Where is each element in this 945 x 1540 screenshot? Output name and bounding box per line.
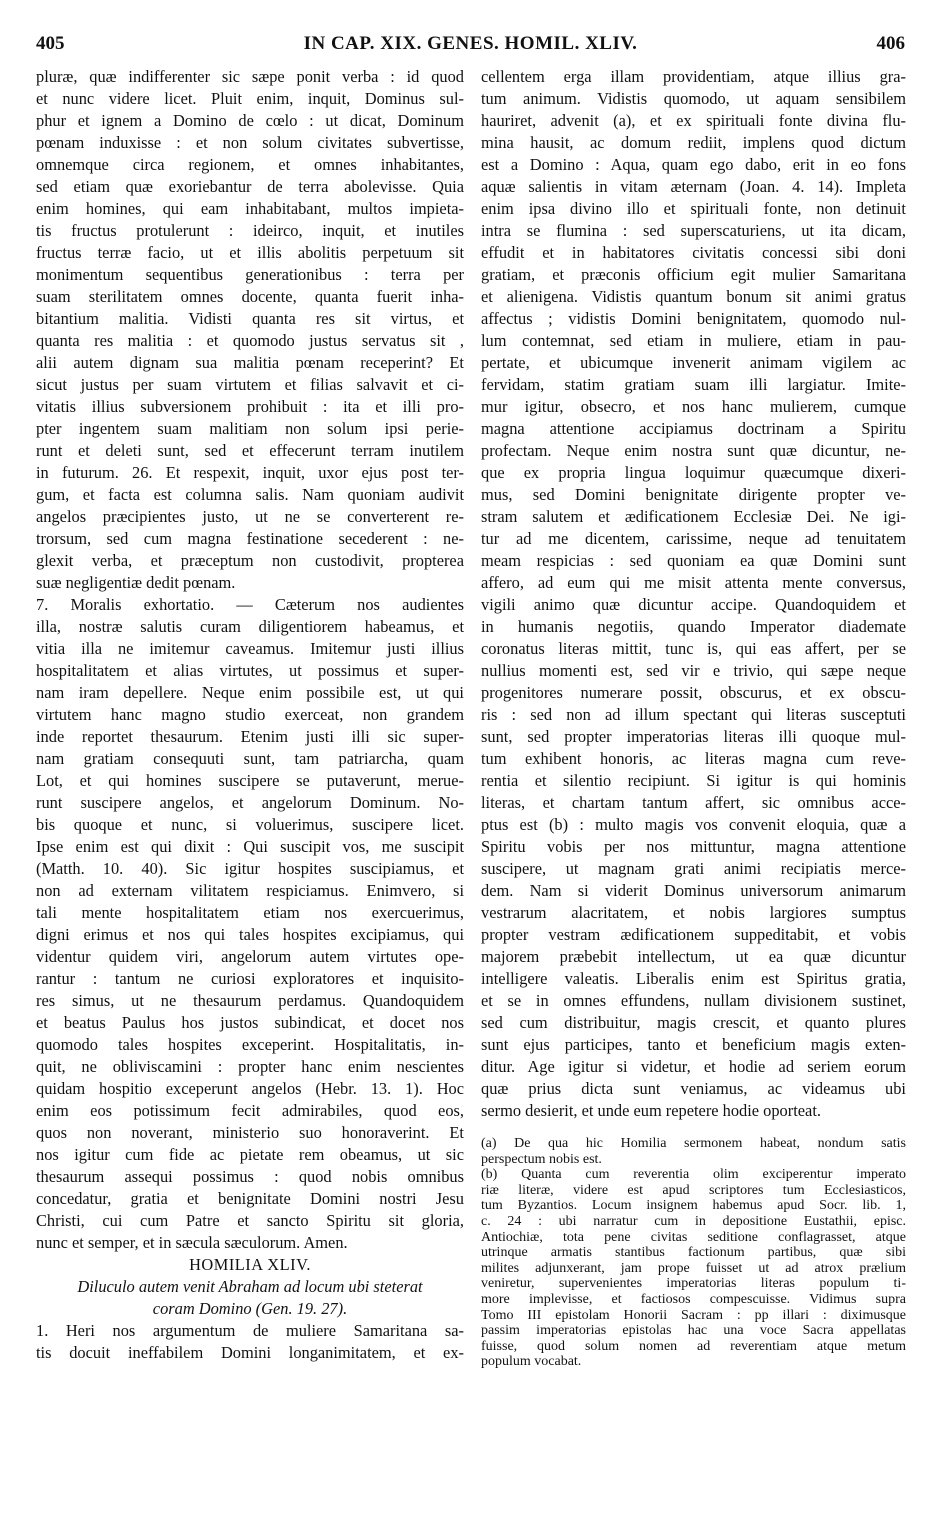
text-line: literas, et chartam tantum affert, sic omnibus acce- — [481, 793, 906, 812]
footnote-line: milites adjunxerant, jam prope fuisset ut ad atrox prælium — [481, 1260, 906, 1276]
footnote-line: populum vocabat. — [481, 1354, 582, 1370]
text-line: virtutem hanc magno studio exerceat, non grandem — [36, 705, 464, 724]
text-line: dem. Nam si viderit Dominus universorum animarum — [481, 881, 906, 900]
text-line: pœnam induxisse : et non solum civitates subvertisse, — [36, 133, 464, 152]
text-line: illa, nostræ salutis curam diligentiorem habeamus, et — [36, 617, 464, 636]
text-line: et se in omnes effundens, nullam divisionem sustinet, — [481, 991, 906, 1010]
text-line: hauriret, advenit (a), et ex spirituali fonte divina flu- — [481, 111, 906, 130]
text-line: 1. Heri nos argumentum de muliere Samaritana sa- — [36, 1321, 464, 1340]
text-line: Lot, et qui homines suscipere se putaverunt, merue- — [36, 771, 464, 790]
text-line: ptus est (b) : multo magis vos convenit eloquia, quæ a — [481, 815, 906, 834]
text-line: Ipse enim est qui dixit : Qui suscipit vos, me suscipit — [36, 837, 464, 856]
text-line: vitia illa ne imitemur caveamus. Imitemur justi illius — [36, 639, 464, 658]
text-line: aquæ salientis in vitam æternam (Joan. 4. 14). Impleta — [481, 177, 906, 196]
text-line: trorsum, sed cum magna festinatione secederent : ne- — [36, 529, 464, 548]
footnotes — [481, 1136, 906, 1370]
text-line: hospitalitatem et alias virtutes, ut possimus et super- — [36, 661, 464, 680]
text-line: ditur. Age igitur si videtur, et hodie ad seriem eorum — [481, 1057, 906, 1076]
text-line: videntur quidem viri, angelorum autem virtutes ope- — [36, 947, 464, 966]
text-line: nam iram depellere. Neque enim possibile est, ut qui — [36, 683, 464, 702]
text-line: pluræ, quæ indifferenter sic sæpe ponit verba : id quod — [36, 67, 464, 86]
text-line: nam gratiam consequuti sunt, tam patriarcha, quam — [36, 749, 464, 768]
footnote-line: utrinque armatis stantibus factionum partibus, quæ sibi — [481, 1245, 906, 1261]
text-line: enim ipsa divino illo et spirituali fonte, non detinuit — [481, 199, 906, 218]
text-line: bis quoque et nunc, si voluerimus, suscipere licet. — [36, 815, 464, 834]
text-line: inde reportet thesaurum. Etenim justi illi sic super- — [36, 727, 464, 746]
text-line: res simus, ut ne thesaurum perdamus. Quandoquidem — [36, 991, 464, 1010]
text-line: vitatis illius subversionem prohibuit : ita et illi pro- — [36, 397, 464, 416]
homily-subtitle-line-1: Diluculo autem venit Abraham ad locum ubi steterat — [77, 1277, 423, 1296]
text-line: sermo desierit, et unde eum repetere hodie oporteat. — [481, 1101, 821, 1120]
text-line: tur ad me dicentem, carissime, neque ad tenuitatem — [481, 529, 906, 548]
text-line: nos igitur cum fide ac pietate rem obeamus, ut sic — [36, 1145, 464, 1164]
text-line: tis docuit ineffabilem Domini longanimitatem, et ex- — [36, 1343, 464, 1362]
text-line: tali mente hospitalitatem etiam nos exercuerimus, — [36, 903, 464, 922]
text-line: ris : sed non ad illum spectant qui literas susceptuti — [481, 705, 906, 724]
text-line: phur et ignem a Domino de cœlo : ut dicat, Dominum — [36, 111, 464, 130]
text-line: majorem præbebit intellectum, ut ea quæ dicuntur — [481, 947, 906, 966]
footnote-line: fuisse, quod solum nomen ad reverentiam atque metum — [481, 1338, 906, 1354]
text-line: glexit verba, et præceptum non custodivit, propterea — [36, 551, 464, 570]
text-line: quit, ne obliviscamini : propter hanc enim nescientes — [36, 1057, 464, 1076]
text-line: (Matth. 10. 40). Sic igitur hospites suscipiamus, et — [36, 859, 464, 878]
text-line: rantur : tantum ne curiosi exploratores et inquisito- — [36, 969, 464, 988]
text-line: quanta res malitia : et quomodo justus servatus sit , — [36, 331, 464, 350]
text-line: quomodo tales hospites exceperint. Hospitalitatis, in- — [36, 1035, 464, 1054]
text-line: angelos præcipientes justo, ut ne se converterent re- — [36, 507, 464, 526]
text-line: enim homines, qui eam inhabitabant, multos impieta- — [36, 199, 464, 218]
text-line: et alienigena. Vidistis quantum bonum sit animi gratus — [481, 287, 906, 306]
footnote-line: veniretur, supervenientes imperatorias literas populum ti- — [481, 1276, 906, 1292]
text-line: sunt ejus participes, tanto et beneficium magis exten- — [481, 1035, 906, 1054]
text-line: nunc et semper, et in sæcula sæculorum. Amen. — [36, 1233, 348, 1252]
text-line: affectus ; vidistis Domini benignitatem, quomodo nul- — [481, 309, 906, 328]
text-line: enim eos potissimum fecit admirabiles, quod eos, — [36, 1101, 464, 1120]
text-line: quos non noverant, ministerio suo honoraverint. Et — [36, 1123, 464, 1142]
text-line: gratiam, et præconis officium egit mulier Samaritana — [481, 265, 906, 284]
text-line: propter vestram ædificationem suppeditabit, et vobis — [481, 925, 906, 944]
text-line: Christi, cui cum Patre et sancto Spiritu sit gloria, — [36, 1211, 464, 1230]
text-line: runt suscipere angelos, et angelorum Dominum. No- — [36, 793, 464, 812]
text-line: vigili animo quæ dicuntur accipe. Quandoquidem et — [481, 595, 906, 614]
text-line: fructus terræ facio, ut et illis abolitis perpetuum sit — [36, 243, 464, 262]
text-line: affero, ad eum qui me misit attenta mente conversus, — [481, 573, 906, 592]
homily-title: HOMILIA XLIV. — [189, 1255, 311, 1274]
text-line: et nunc videre licet. Pluit enim, inquit, Dominus sul- — [36, 89, 464, 108]
footnote-line: Tomo III epistolam Honorii Sacram : pp illari : diximusque — [481, 1307, 906, 1323]
right-column — [481, 66, 906, 1370]
text-line: mur igitur, obsecro, et nos hanc mulierem, cumque — [481, 397, 906, 416]
text-line: in futurum. 26. Et respexit, inquit, uxor ejus post ter- — [36, 463, 464, 482]
text-line: concedatur, gratia et benignitate Domini nostri Jesu — [36, 1189, 464, 1208]
text-line: suscipere, ut magnam grati animi recipiatis merce- — [481, 859, 906, 878]
text-line: tum exhibent honoris, ac literas magna cum reve- — [481, 749, 906, 768]
running-header — [36, 33, 905, 59]
text-line: stram salutem et ædificationem Ecclesiæ Dei. Ne igi- — [481, 507, 906, 526]
text-line: pter ingentem suam malitiam non solum ipsi perie- — [36, 419, 464, 438]
text-line: bitantium malitia. Vidisti quanta res sit virtus, et — [36, 309, 464, 328]
text-line: suam sterilitatem omnes docente, quanta fuerit inha- — [36, 287, 464, 306]
text-line: est a Domino : Aqua, quam ego dabo, erit in eo fons — [481, 155, 906, 174]
text-line: cellentem erga illam providentiam, atque illius gra- — [481, 67, 906, 86]
page-number-left: 405 — [36, 33, 65, 54]
text-line: digni erimus et nos qui tales hospites excipiamus, qui — [36, 925, 464, 944]
text-line: runt et deleti sunt, sed et effecerunt terram inutilem — [36, 441, 464, 460]
text-line: alii autem dignam sua malitia pœnam receperint? Et — [36, 353, 464, 372]
text-line: in humanis negotiis, quando Imperator diademate — [481, 617, 906, 636]
text-line: lum contemnat, sed etiam in muliere, etiam in pau- — [481, 331, 906, 350]
text-line: progenitores numerare possit, obscurus, et ex obscu- — [481, 683, 906, 702]
text-line: nullius momenti est, sed vir e trivio, qui sæpe neque — [481, 661, 906, 680]
text-line: intra se flumina : sed superscaturiens, ut ita dicam, — [481, 221, 906, 240]
text-line: magna attentione accipiamus doctrinam a Spiritu — [481, 419, 906, 438]
text-line: 7. Moralis exhortatio. — Cæterum nos audientes — [36, 595, 464, 614]
footnote-line: c. 24 : ubi narratur cum in depositione Eustathii, episc. — [481, 1213, 906, 1229]
text-line: monimentum sequentibus generationibus : terra per — [36, 265, 464, 284]
text-line: que ex propria lingua loquimur quæcumque dixeri- — [481, 463, 906, 482]
footnote-line: passim imperatorias epistolas hac una voce Sacra appellatas — [481, 1323, 906, 1339]
text-line: vestrarum alacritatem, et nobis largiores sumptus — [481, 903, 906, 922]
text-line: thesaurum assequi possimus : quod nobis omnibus — [36, 1167, 464, 1186]
text-line: quidam hospitio exceperunt angelos (Hebr. 13. 1). Hoc — [36, 1079, 464, 1098]
text-line: pertate, et ubicumque invenerit animam vigilem ac — [481, 353, 906, 372]
left-column — [36, 66, 464, 1364]
text-line: sicut justus per suam virtutem et filias salvavit et ci- — [36, 375, 464, 394]
text-line: sed etiam quæ exoriebantur de terra abolevisse. Quia — [36, 177, 464, 196]
text-line: quæ prius dicta sunt veniamus, ac videamus ubi — [481, 1079, 906, 1098]
text-line: meam respicias : sed quoniam ea quæ Domini sunt — [481, 551, 906, 570]
footnote-line: more implevisse, et factiosos compescuisse. Vidimus supra — [481, 1291, 906, 1307]
text-line: omnemque circa regionem, et omnes inhabitantes, — [36, 155, 464, 174]
footnote-line: (b) Quanta cum reverentia olim exciperentur imperato — [481, 1167, 906, 1183]
footnote-line: Antiochiæ, tota pene civitas seditione conflagrasset, atque — [481, 1229, 906, 1245]
page-number-right: 406 — [876, 33, 905, 54]
text-line: sed cum distribuitur, magis crescit, et quanto plures — [481, 1013, 906, 1032]
text-line: Spiritu vobis per nos mittuntur, magna attentione — [481, 837, 906, 856]
text-line: suæ negligentiæ dedit pœnam. — [36, 573, 236, 592]
footnote-line: riæ literæ, videre est apud scriptores tum Ecclesiasticos, — [481, 1182, 906, 1198]
text-line: fervidam, statim gratiam suam illi largiatur. Imite- — [481, 375, 906, 394]
running-title: IN CAP. XIX. GENES. HOMIL. XLIV. — [303, 33, 638, 54]
text-line: non ad externam vilitatem respiciamus. Enimvero, si — [36, 881, 464, 900]
text-line: profectam. Neque enim nostra sunt quæ dicuntur, ne- — [481, 441, 906, 460]
text-line: coronatus literas mittit, tunc is, qui eas affert, per se — [481, 639, 906, 658]
text-line: mina hausit, ac domum rediit, implens quod dictum — [481, 133, 906, 152]
text-line: tum animum. Vidistis quomodo, ut aquam sensibilem — [481, 89, 906, 108]
text-line: effudit et in habitatores civitatis concessi sibi doni — [481, 243, 906, 262]
text-line: et beatus Paulus hos justos subindicat, et docet nos — [36, 1013, 464, 1032]
text-line: sunt, sed propter imperatorias literas illi quoque mul- — [481, 727, 906, 746]
text-line: rentia et silentio recipiunt. Si igitur is qui hominis — [481, 771, 906, 790]
text-line: mus, sed Domini benignitate dirigente propter ve- — [481, 485, 906, 504]
footnote-line: perspectum nobis est. — [481, 1151, 602, 1167]
footnote-line: (a) De qua hic Homilia sermonem habeat, nondum satis — [481, 1136, 906, 1151]
text-line: tis fructus protulerunt : ideirco, inquit, et inutiles — [36, 221, 464, 240]
homily-subtitle-line-2: coram Domino (Gen. 19. 27). — [152, 1299, 348, 1318]
text-line: intelligere valeatis. Liberalis enim est Spiritus gratia, — [481, 969, 906, 988]
footnote-line: tum Byzantios. Locum insignem habemus apud Socr. lib. 1, — [481, 1198, 906, 1214]
text-line: gum, et facta est columna salis. Nam quoniam audivit — [36, 485, 464, 504]
